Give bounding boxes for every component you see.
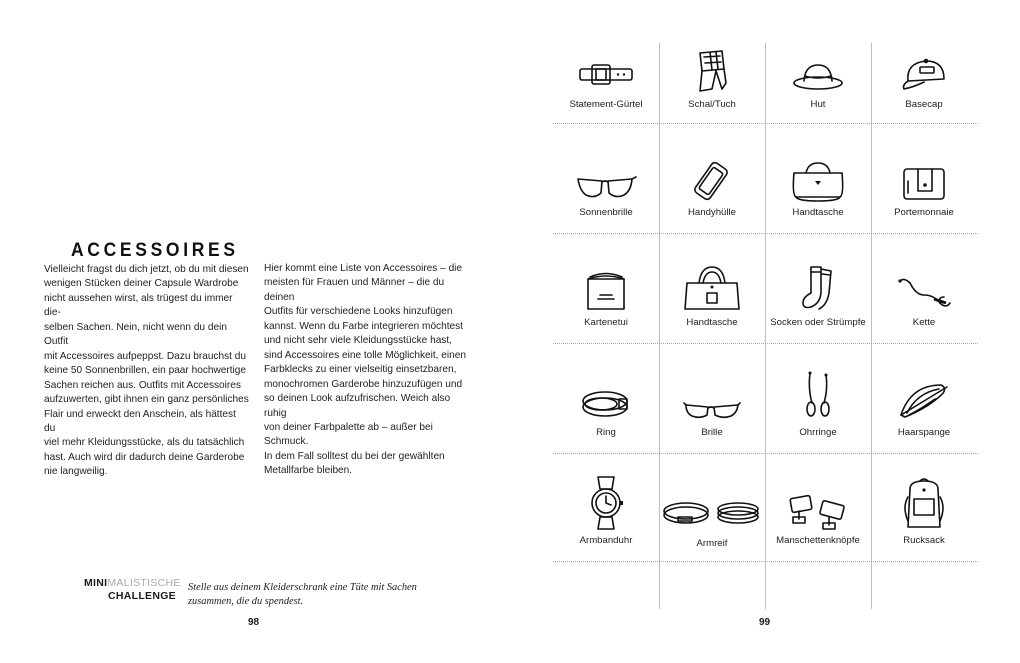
accessory-label: Brille <box>701 427 723 438</box>
accessory-label: Rucksack <box>903 535 945 546</box>
accessory-label: Manschettenknöpfe <box>776 535 860 546</box>
challenge-label-2: CHALLENGE <box>107 589 176 602</box>
handbag-icon <box>765 151 871 203</box>
accessory-item <box>871 261 977 371</box>
accessory-label: Ohrringe <box>799 427 837 438</box>
accessory-label: Armreif <box>696 538 728 549</box>
accessory-item <box>659 371 765 481</box>
accessory-label: Schal/Tuch <box>688 99 736 110</box>
challenge-text: Stelle aus deinem Kleiderschrank eine Tüte mit Sachen zusammen, die du spendest. <box>188 582 417 607</box>
phone-case-icon <box>659 151 765 203</box>
accessory-label: Socken oder Strümpfe <box>770 317 866 328</box>
scarf-icon <box>659 43 765 95</box>
sunglasses-icon <box>553 151 659 203</box>
earrings-icon <box>765 371 871 423</box>
accessory-item <box>765 261 871 371</box>
tote-bag-icon <box>659 261 765 313</box>
accessories-grid <box>553 43 978 609</box>
accessory-label: Handyhülle <box>687 207 736 218</box>
accessory-label: Haarspange <box>897 427 951 438</box>
body-text-column-1: Vielleicht fragst du dich jetzt, ob du mit diesen wenigen Stücken deiner Capsule Wardrobe nicht aussehen wirst, als trügest du immer die- selben Sachen. Nein, nicht wenn du dein Outfit mit Accessoires aufpeppst. Dazu brauchst du keine 50 Sonnenbrillen, ein paar hochwertige Sachen reichen aus. Outfits mit Accessoires aufzuwerten, gibt ihnen ein ganz persönliches Flair und erweckt den Anschein, als hättest du viel mehr Kleidungsstücke, als du tatsächlich hast. Auch wird dir dadurch deine Garderobe nie langweilig. <box>44 264 249 478</box>
accessory-label: Kartenetui <box>584 317 628 328</box>
accessory-item <box>765 371 871 481</box>
accessory-label: Kette <box>912 317 936 328</box>
challenge-label-light: MALISTISCHE <box>107 577 181 589</box>
accessory-item <box>553 43 659 153</box>
accessory-label: Ring <box>596 427 616 438</box>
glasses-icon <box>659 371 765 423</box>
accessory-item <box>659 479 765 589</box>
accessory-item <box>659 151 765 261</box>
challenge-label <box>84 577 181 602</box>
accessory-item <box>553 371 659 481</box>
cap-icon <box>871 43 977 95</box>
watch-icon <box>553 479 659 531</box>
accessory-item <box>659 261 765 371</box>
accessory-label: Sonnenbrille <box>579 207 633 218</box>
accessory-label: Handtasche <box>792 207 844 218</box>
belt-icon <box>553 43 659 95</box>
bangle-icon <box>659 479 765 531</box>
accessory-item <box>553 151 659 261</box>
page-number-left: 98 <box>248 617 260 628</box>
accessory-label: Basecap <box>905 99 943 110</box>
accessory-item <box>871 479 977 589</box>
cufflinks-icon <box>765 479 871 531</box>
accessory-label: Hut <box>810 99 826 110</box>
section-heading: ACCESSOIRES <box>71 240 239 261</box>
accessory-item <box>659 43 765 153</box>
accessory-item <box>765 151 871 261</box>
backpack-icon <box>871 479 977 531</box>
accessory-item <box>871 43 977 153</box>
necklace-icon <box>871 261 977 313</box>
page-number-right: 99 <box>759 617 771 628</box>
accessory-item <box>871 151 977 261</box>
socks-icon <box>765 261 871 313</box>
accessory-item <box>553 261 659 371</box>
body-text-column-2: Hier kommt eine Liste von Accessoires – die meisten für Frauen und Männer – die du deinen Outfits für verschiedene Looks hinzufügen kannst. Wenn du Farbe integrieren möchtest und nicht sehr viele Kleidungsstücke hast, sind Accessoires eine tolle Möglichkeit, einen Farbklecks zu einer vielseitig einsetzbaren, monochromen Garderobe hinzuzufügen und so deinen Look aufzufrischen. Weich also ruhig von deiner Farbpalette ab – außer bei Schmuck. In dem Fall solltest du bei der gewählten Metallfarbe bleiben. <box>264 263 466 477</box>
hat-icon <box>765 43 871 95</box>
accessory-label: Statement-Gürtel <box>569 99 643 110</box>
hair-clip-icon <box>871 371 977 423</box>
accessory-item <box>871 371 977 481</box>
challenge-label-bold: MINI <box>84 577 108 589</box>
card-case-icon <box>553 261 659 313</box>
accessory-item <box>553 479 659 589</box>
ring-icon <box>553 371 659 423</box>
accessory-label: Armbanduhr <box>579 535 633 546</box>
accessory-label: Portemonnaie <box>894 207 954 218</box>
wallet-icon <box>871 151 977 203</box>
accessory-item <box>765 479 871 589</box>
accessory-item <box>765 43 871 153</box>
accessory-label: Handtasche <box>686 317 738 328</box>
